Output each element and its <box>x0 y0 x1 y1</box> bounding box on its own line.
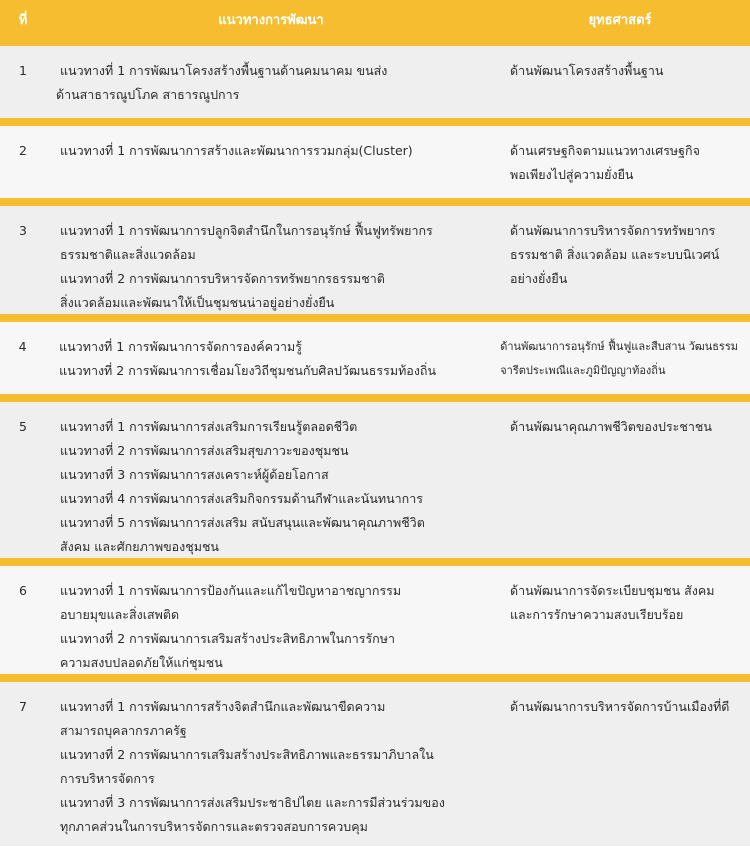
strategy-cell <box>498 695 750 719</box>
guideline-cell <box>46 219 498 315</box>
guideline-line: การบริหารจัดการ <box>60 771 155 786</box>
strategy-line: และการรักษาความสงบเรียบร้อย <box>510 607 684 622</box>
row-number: 5 <box>19 419 27 434</box>
strategy-cell <box>498 219 750 291</box>
row-number: 6 <box>19 583 27 598</box>
table-row <box>0 198 750 314</box>
table-row <box>0 314 750 394</box>
strategy-line: ด้านพัฒนาการบริหารจัดการบ้านเมืองที่ดี <box>510 699 730 714</box>
strategy-cell <box>498 139 750 187</box>
strategy-line: ด้านพัฒนาการอนุรักษ์ ฟื้นฟูและสืบสาน วัฒนธรรม <box>500 340 738 353</box>
guideline-cell <box>45 335 488 383</box>
guideline-line: แนวทางที่ 4 การพัฒนาการส่งเสริมกิจกรรมด้านกีฬาและนันทนาการ <box>60 491 423 506</box>
row-number: 1 <box>19 63 27 78</box>
header-guideline: แนวทางการพัฒนา <box>218 12 324 28</box>
strategy-line: อย่างยั่งยืน <box>510 271 568 286</box>
guideline-cell <box>46 139 498 163</box>
strategy-line: พอเพียงไปสู่ความยั่งยืน <box>510 167 634 182</box>
table-header <box>0 0 750 38</box>
guideline-line: ความสงบปลอดภัยให้แก่ชุมชน <box>60 655 223 670</box>
strategy-line: ด้านพัฒนาการจัดระเบียบชุมชน สังคม <box>510 583 715 598</box>
guideline-line: แนวทางที่ 1 การพัฒนาการป้องกันและแก้ไขปัญหาอาชญากรรม <box>60 583 402 598</box>
strategy-cell <box>498 59 750 83</box>
guideline-cell <box>46 415 498 559</box>
row-number: 2 <box>19 143 27 158</box>
guideline-line: สิ่งแวดล้อมและพัฒนาให้เป็นชุมชนน่าอยู่อย่างยั่งยืน <box>60 295 335 310</box>
guideline-line: อบายมุขและสิ่งเสพติด <box>60 607 180 622</box>
table-row <box>0 38 750 118</box>
guideline-line: แนวทางที่ 1 การพัฒนาการสร้างจิตสำนึกและพัฒนาขีดความ <box>60 699 386 714</box>
guideline-line: สามารถบุคลากรภาครัฐ <box>60 723 187 738</box>
strategy-line: ด้านพัฒนาการบริหารจัดการทรัพยากร <box>510 223 716 238</box>
guideline-line: แนวทางที่ 2 การพัฒนาการเสริมสร้างประสิทธิภาพในการรักษา <box>60 631 395 646</box>
guideline-line: แนวทางที่ 1 การพัฒนาโครงสร้างพื้นฐานด้านคมนาคม ขนส่ง <box>60 63 388 78</box>
strategy-line: ธรรมชาติ สิ่งแวดล้อม และระบบนิเวศน์ <box>510 247 720 262</box>
strategy-line: ด้านเศรษฐกิจตามแนวทางเศรษฐกิจ <box>510 143 700 158</box>
guideline-line: แนวทางที่ 1 การพัฒนาการปลูกจิตสำนึกในการอนุรักษ์ ฟื้นฟูทรัพยากร <box>60 223 433 238</box>
row-number: 7 <box>19 699 27 714</box>
guideline-line: แนวทางที่ 1 การพัฒนาการจัดการองค์ความรู้ <box>59 339 302 354</box>
table-row <box>0 118 750 198</box>
guideline-line: แนวทางที่ 2 การพัฒนาการเสริมสร้างประสิทธิภาพและธรรมาภิบาลใน <box>60 747 434 762</box>
guideline-line: ด้านสาธารณูปโภค สาธารณูปการ <box>56 87 240 102</box>
guideline-line: แนวทางที่ 1 การพัฒนาการส่งเสริมการเรียนรู้ตลอดชีวิต <box>60 419 358 434</box>
guideline-line: สังคม และศักยภาพของชุมชน <box>60 539 219 554</box>
table-row <box>0 674 750 846</box>
guideline-line: แนวทางที่ 3 การพัฒนาการส่งเสริมประชาธิปไตย และการมีส่วนร่วมของ <box>60 795 445 810</box>
guideline-line: แนวทางที่ 2 การพัฒนาการบริหารจัดการทรัพยากรธรรมชาติ <box>60 271 385 286</box>
table-row <box>0 558 750 674</box>
guideline-cell <box>46 59 498 107</box>
guideline-line: แนวทางที่ 1 การพัฒนาการสร้างและพัฒนาการรวมกลุ่ม(Cluster) <box>60 143 413 158</box>
header-strategy: ยุทธศาสตร์ <box>588 12 652 28</box>
row-number: 4 <box>18 339 27 354</box>
strategy-line: ด้านพัฒนาโครงสร้างพื้นฐาน <box>510 63 664 78</box>
strategy-cell <box>498 579 750 627</box>
guideline-line: แนวทางที่ 2 การพัฒนาการส่งเสริมสุขภาวะของชุมชน <box>60 443 349 458</box>
strategy-line: จารีตประเพณีและภูมิปัญญาท้องถิ่น <box>500 364 666 377</box>
guideline-line: แนวทางที่ 2 การพัฒนาการเชื่อมโยงวิถีชุมชนกับศิลปวัฒนธรรมท้องถิ่น <box>59 363 437 378</box>
strategy-cell <box>488 335 750 383</box>
guideline-cell <box>46 695 498 839</box>
guideline-line: แนวทางที่ 5 การพัฒนาการส่งเสริม สนับสนุนและพัฒนาคุณภาพชีวิต <box>60 515 425 530</box>
strategy-line: ด้านพัฒนาคุณภาพชีวิตของประชาชน <box>510 419 712 434</box>
guideline-line: ทุกภาคส่วนในการบริหารจัดการและตรวจสอบการควบคุม <box>60 819 368 834</box>
header-no: ที่ <box>18 12 28 28</box>
strategy-cell <box>498 415 750 439</box>
guideline-line: ธรรมชาติและสิ่งแวดล้อม <box>60 247 196 262</box>
table-row <box>0 394 750 558</box>
guideline-line: แนวทางที่ 3 การพัฒนาการสงเคราะห์ผู้ด้อยโอกาส <box>60 467 329 482</box>
guideline-cell <box>46 579 498 675</box>
row-number: 3 <box>19 223 27 238</box>
